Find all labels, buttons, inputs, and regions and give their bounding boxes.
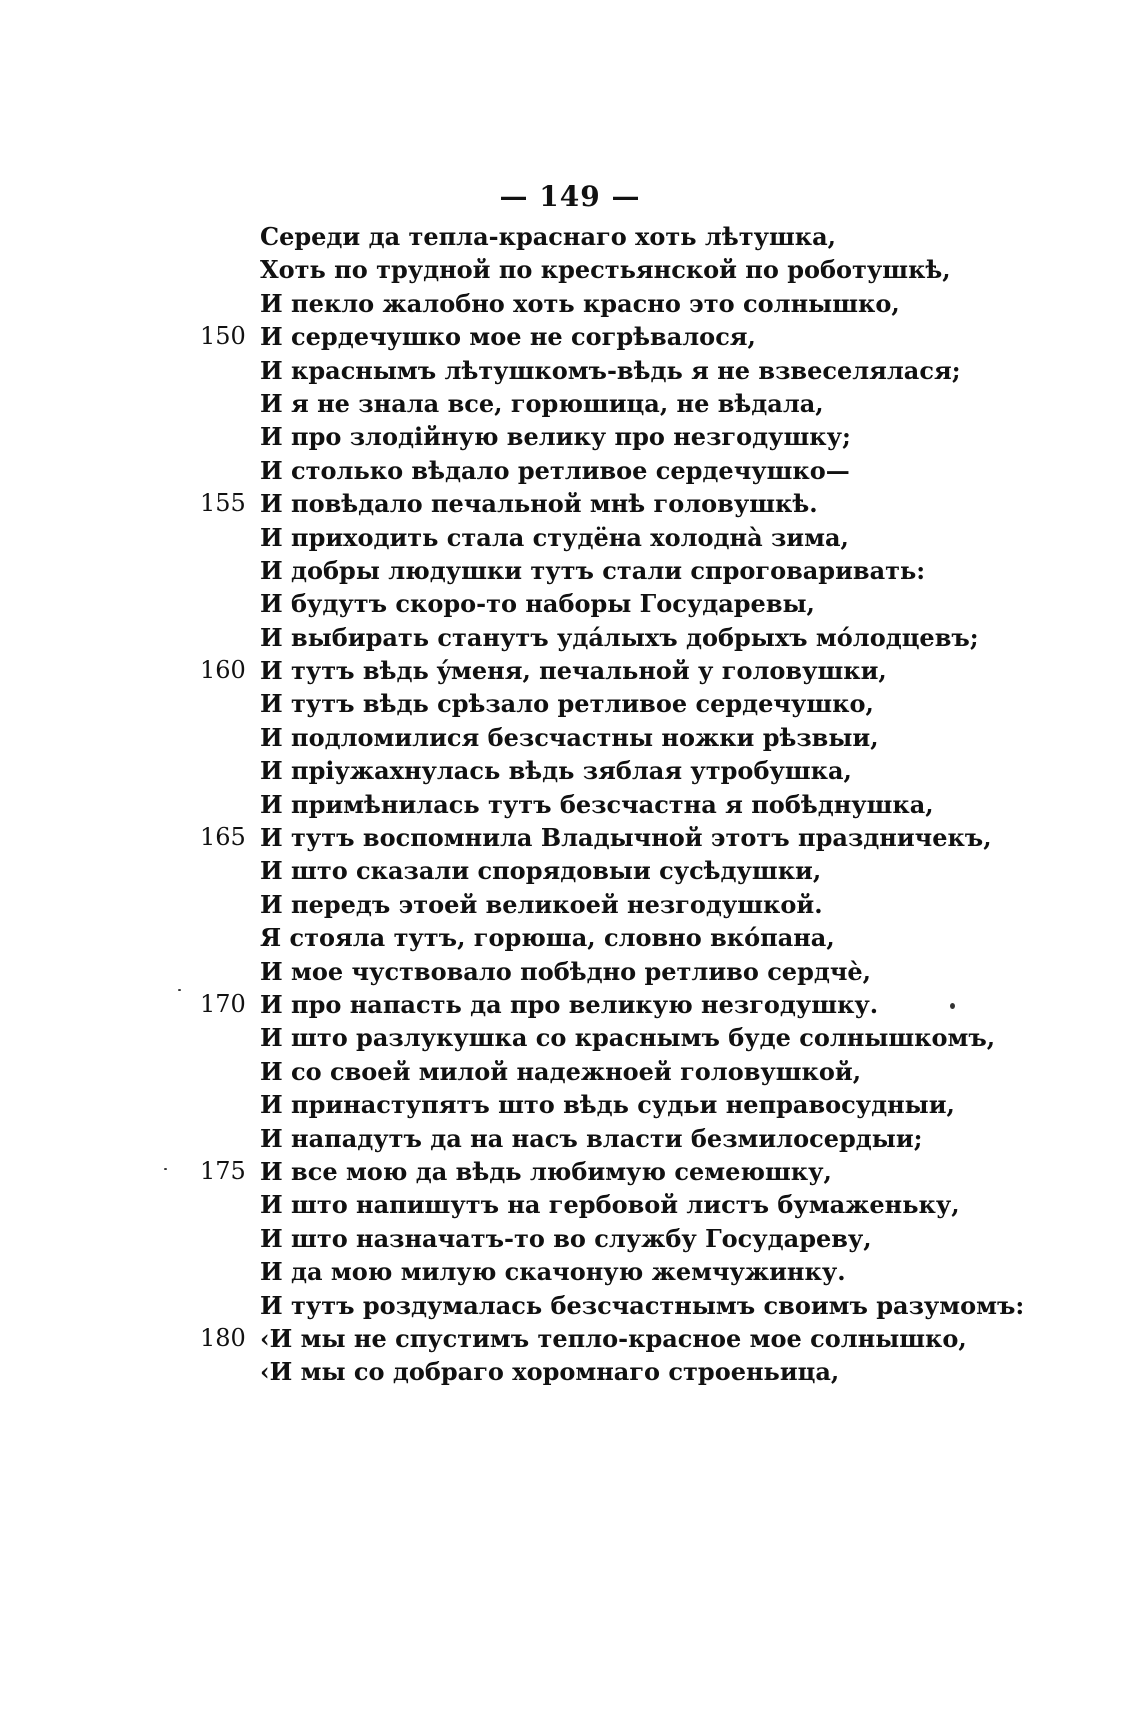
verse-line bbox=[200, 1255, 1120, 1288]
verse-line bbox=[200, 687, 1120, 720]
line-text: И подломилися безсчастны ножки рѣзвыи, bbox=[260, 722, 879, 752]
verse-line bbox=[200, 1289, 1120, 1322]
verse-line bbox=[200, 1188, 1120, 1221]
line-text: И со своей милой надежноей головушкой, bbox=[260, 1056, 862, 1086]
page-number: — 149 — bbox=[499, 180, 641, 213]
verse-line bbox=[200, 354, 1120, 387]
line-number: 160 bbox=[200, 656, 246, 685]
verse-line bbox=[200, 454, 1120, 487]
line-text: И што напишутъ на гербовой листъ бумаженьку, bbox=[260, 1190, 960, 1220]
line-text: И я не знала все, горюшица, не вѣдала, bbox=[260, 388, 824, 418]
line-text: И все мою да вѣдь любимую семеюшку, bbox=[260, 1156, 832, 1186]
verse-line bbox=[200, 754, 1120, 787]
verse-line bbox=[200, 487, 1120, 520]
line-text: И тутъ вѣдь ýменя, печальной у головушки, bbox=[260, 656, 887, 686]
line-text: И приходить стала студёна холоднà зима, bbox=[260, 522, 849, 552]
line-text: И тутъ воспомнила Владычной этотъ праздничекъ, bbox=[260, 823, 992, 853]
line-number: 175 bbox=[200, 1156, 246, 1185]
verse-line bbox=[200, 854, 1120, 887]
line-text: И пріужахнулась вѣдь зяблая утробушка, bbox=[260, 756, 852, 786]
verse-line bbox=[200, 721, 1120, 754]
verse-line bbox=[200, 1021, 1120, 1054]
line-text: Хоть по трудной по крестьянской по роботушкѣ, bbox=[260, 255, 951, 285]
line-text: И мое чуствовало побѣдно ретливо сердчѐ, bbox=[260, 956, 872, 986]
verse-line bbox=[200, 1355, 1120, 1388]
line-text: И выбирать станутъ удáлыхъ добрыхъ мóлодцевъ; bbox=[260, 622, 979, 652]
line-text: И тутъ роздумалась безсчастнымъ своимъ разумомъ: bbox=[260, 1290, 1025, 1320]
verse-line bbox=[200, 220, 1120, 253]
print-speck bbox=[164, 1168, 167, 1170]
line-text: И краснымъ лѣтушкомъ-вѣдь я не взвеселялася; bbox=[260, 355, 961, 385]
verse-line bbox=[200, 1155, 1120, 1188]
verse-line bbox=[200, 988, 1120, 1021]
verse-line bbox=[200, 420, 1120, 453]
verse-line bbox=[200, 1322, 1120, 1355]
line-text: И будутъ скоро-то наборы Государевы, bbox=[260, 589, 815, 619]
line-text: И пекло жалобно хоть красно это солнышко, bbox=[260, 288, 900, 318]
line-text: И сердечушко мое не согрѣвалося, bbox=[260, 322, 756, 352]
verse-line bbox=[200, 788, 1120, 821]
line-text: И што назначатъ-то во службу Государеву, bbox=[260, 1223, 872, 1253]
line-text: И примѣнилась тутъ безсчастна я побѣднушка, bbox=[260, 789, 934, 819]
verse-line bbox=[200, 521, 1120, 554]
print-speck bbox=[178, 989, 181, 991]
line-number: 150 bbox=[200, 322, 246, 351]
line-text: ‹И мы со добраго хоромнаго строеньица, bbox=[260, 1357, 840, 1387]
verse-line bbox=[200, 1088, 1120, 1121]
line-text: ‹И мы не спустимъ тепло-красное мое солнышко, bbox=[260, 1323, 967, 1353]
line-text: Середи да тепла-краснаго хоть лѣтушка, bbox=[260, 222, 836, 251]
line-text: И да мою милую скачоную жемчужинку. bbox=[260, 1257, 846, 1287]
line-number: 180 bbox=[200, 1323, 246, 1352]
line-number: 170 bbox=[200, 989, 246, 1018]
verse-line bbox=[200, 1122, 1120, 1155]
line-text: Я стояла тутъ, горюша, словно вкóпана, bbox=[260, 923, 835, 953]
line-number: 165 bbox=[200, 823, 246, 852]
line-number: 155 bbox=[200, 489, 246, 518]
line-text: И нападутъ да на насъ власти безмилосердыи; bbox=[260, 1123, 923, 1153]
line-text: И што разлукушка со краснымъ буде солнышкомъ, bbox=[260, 1023, 996, 1053]
line-text: И повѣдало печальной мнѣ головушкѣ. bbox=[260, 489, 818, 519]
verse-line bbox=[200, 621, 1120, 654]
line-text: И што сказали спорядовыи сусѣдушки, bbox=[260, 856, 822, 886]
verse-line bbox=[200, 253, 1120, 286]
verse-line bbox=[200, 1222, 1120, 1255]
verse-line bbox=[200, 320, 1120, 353]
verse-line bbox=[200, 587, 1120, 620]
verse-line bbox=[200, 387, 1120, 420]
verse-line bbox=[200, 955, 1120, 988]
verse-line bbox=[200, 921, 1120, 954]
verse-line bbox=[200, 287, 1120, 320]
verse-line bbox=[200, 821, 1120, 854]
print-speck bbox=[950, 1003, 955, 1009]
verse-line bbox=[200, 654, 1120, 687]
line-text: И добры людушки тутъ стали спроговаривать: bbox=[260, 555, 926, 585]
verse-line bbox=[200, 554, 1120, 587]
verse-line bbox=[200, 1055, 1120, 1088]
line-text: И про злодійную велику про незгодушку; bbox=[260, 422, 851, 452]
verse-line bbox=[200, 888, 1120, 921]
line-text: И про напасть да про великую незгодушку. bbox=[260, 989, 879, 1019]
verse-block bbox=[200, 220, 1120, 1389]
line-text: И передъ этоей великоей незгодушкой. bbox=[260, 889, 823, 919]
line-text: И тутъ вѣдь срѣзало ретливое сердечушко, bbox=[260, 689, 874, 719]
line-text: И принаступятъ што вѣдь судьи неправосудныи, bbox=[260, 1090, 955, 1120]
line-text: И столько вѣдало ретливое сердечушко— bbox=[260, 455, 850, 485]
